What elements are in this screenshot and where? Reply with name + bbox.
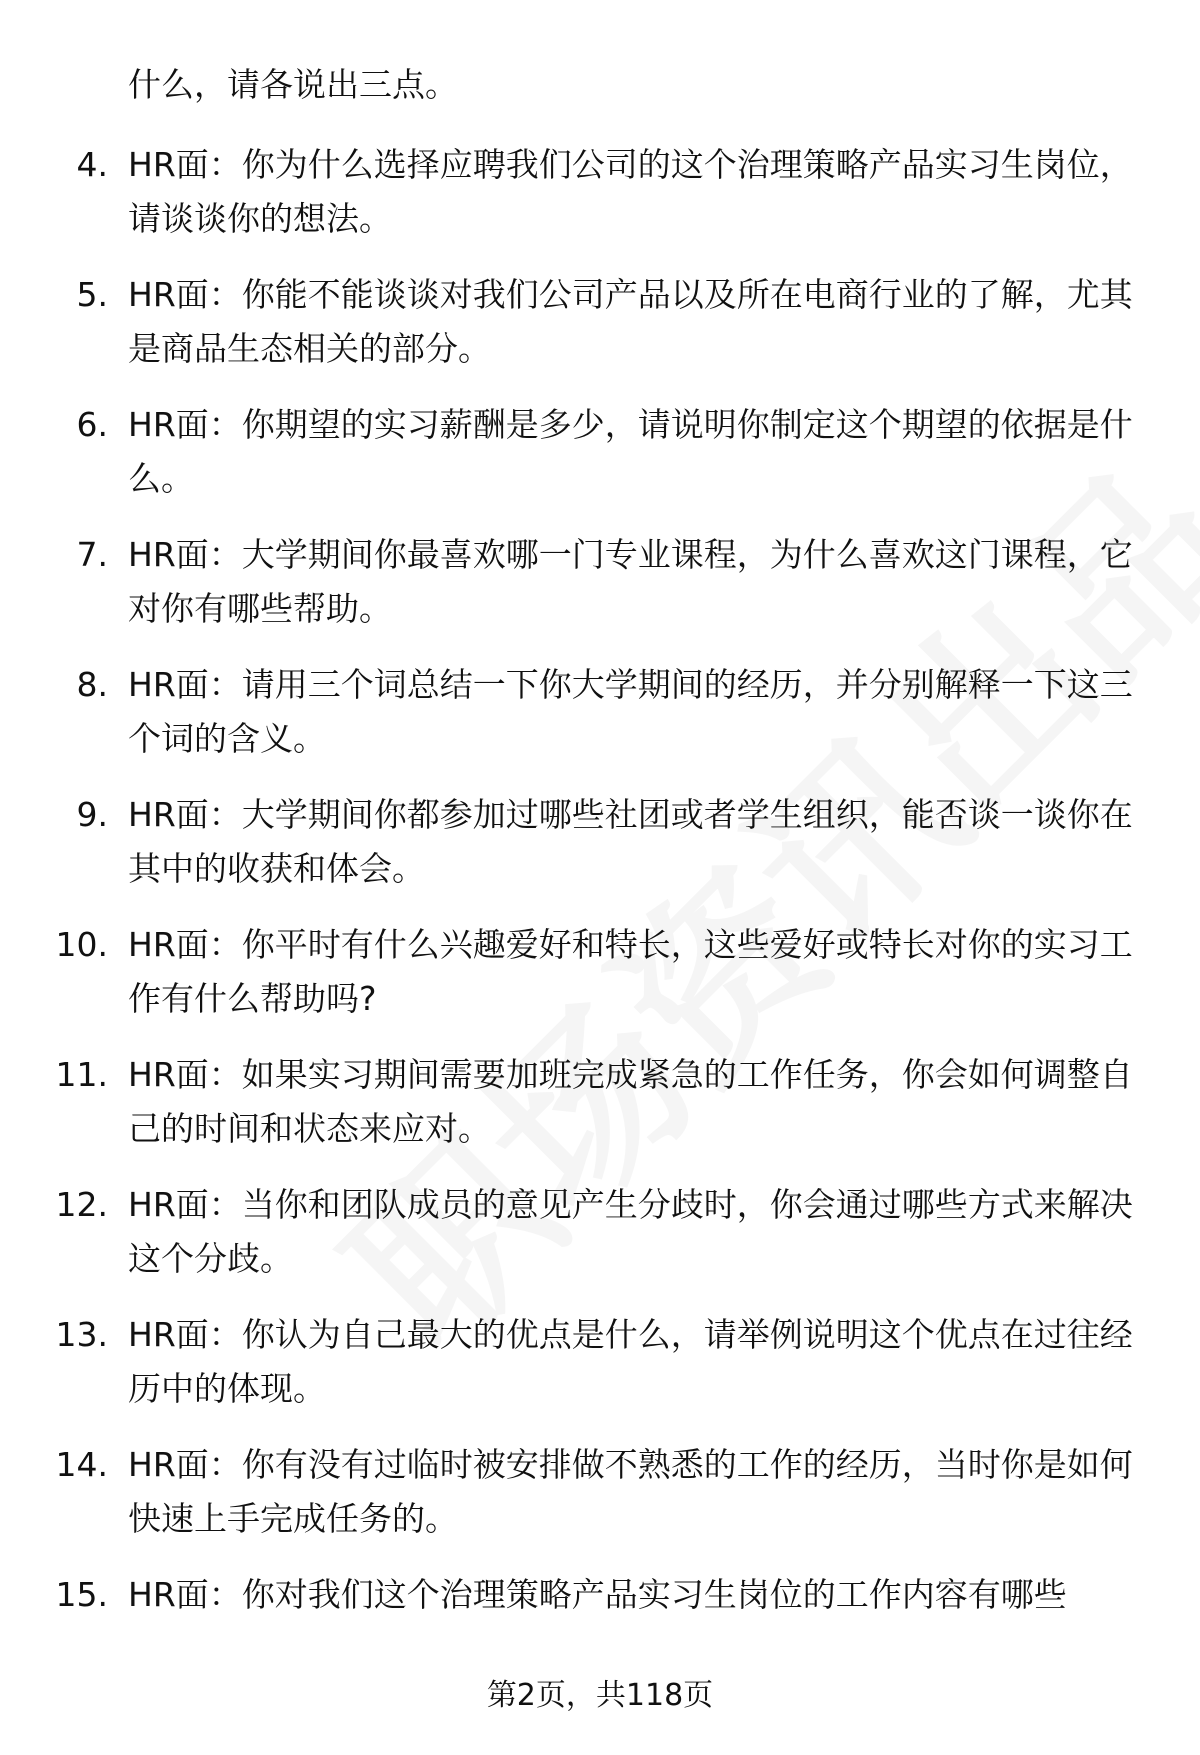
question-list bbox=[0, 138, 1200, 1698]
question-text: HR面：你能不能谈谈对我们公司产品以及所在电商行业的了解，尤其是商品生态相关的部分。 bbox=[128, 275, 1133, 368]
list-item bbox=[0, 1308, 1200, 1438]
question-text: HR面：你平时有什么兴趣爱好和特长，这些爱好或特长对你的实习工作有什么帮助吗? bbox=[128, 925, 1133, 1018]
list-item bbox=[0, 398, 1200, 528]
question-text: HR面：大学期间你都参加过哪些社团或者学生组织，能否谈一谈你在其中的收获和体会。 bbox=[128, 795, 1133, 888]
list-item bbox=[0, 268, 1200, 398]
list-item bbox=[0, 918, 1200, 1048]
question-number: 6. bbox=[76, 405, 108, 444]
list-item bbox=[0, 1178, 1200, 1308]
list-item bbox=[0, 138, 1200, 268]
list-item bbox=[0, 1438, 1200, 1568]
question-number: 8. bbox=[76, 665, 108, 704]
question-number: 12. bbox=[55, 1185, 108, 1224]
question-text: HR面：如果实习期间需要加班完成紧急的工作任务，你会如何调整自己的时间和状态来应对。 bbox=[128, 1055, 1133, 1148]
question-number: 14. bbox=[55, 1445, 108, 1484]
continued-question-text: 什么，请各说出三点。 bbox=[128, 65, 458, 104]
page-footer: 第2页，共118页 bbox=[486, 1678, 714, 1713]
list-item bbox=[0, 788, 1200, 918]
question-text: HR面：你为什么选择应聘我们公司的这个治理策略产品实习生岗位，请谈谈你的想法。 bbox=[128, 145, 1133, 238]
question-text: HR面：当你和团队成员的意见产生分歧时，你会通过哪些方式来解决这个分歧。 bbox=[128, 1185, 1133, 1278]
question-number: 5. bbox=[76, 275, 108, 314]
question-text: HR面：你认为自己最大的优点是什么，请举例说明这个优点在过往经历中的体现。 bbox=[128, 1315, 1133, 1408]
question-number: 11. bbox=[55, 1055, 108, 1094]
question-text: HR面：你期望的实习薪酬是多少，请说明你制定这个期望的依据是什么。 bbox=[128, 405, 1133, 498]
list-item bbox=[0, 658, 1200, 788]
question-number: 9. bbox=[76, 795, 108, 834]
question-text: HR面：你对我们这个治理策略产品实习生岗位的工作内容有哪些 bbox=[128, 1575, 1067, 1614]
question-number: 13. bbox=[55, 1315, 108, 1354]
question-text: HR面：请用三个词总结一下你大学期间的经历，并分别解释一下这三个词的含义。 bbox=[128, 665, 1133, 758]
question-text: HR面：你有没有过临时被安排做不熟悉的工作的经历，当时你是如何快速上手完成任务的。 bbox=[128, 1445, 1133, 1538]
list-item bbox=[0, 1048, 1200, 1178]
question-number: 7. bbox=[76, 535, 108, 574]
question-number: 4. bbox=[76, 145, 108, 184]
list-item bbox=[0, 528, 1200, 658]
question-number: 15. bbox=[55, 1575, 108, 1614]
question-number: 10. bbox=[55, 925, 108, 964]
question-text: HR面：大学期间你最喜欢哪一门专业课程，为什么喜欢这门课程，它对你有哪些帮助。 bbox=[128, 535, 1133, 628]
